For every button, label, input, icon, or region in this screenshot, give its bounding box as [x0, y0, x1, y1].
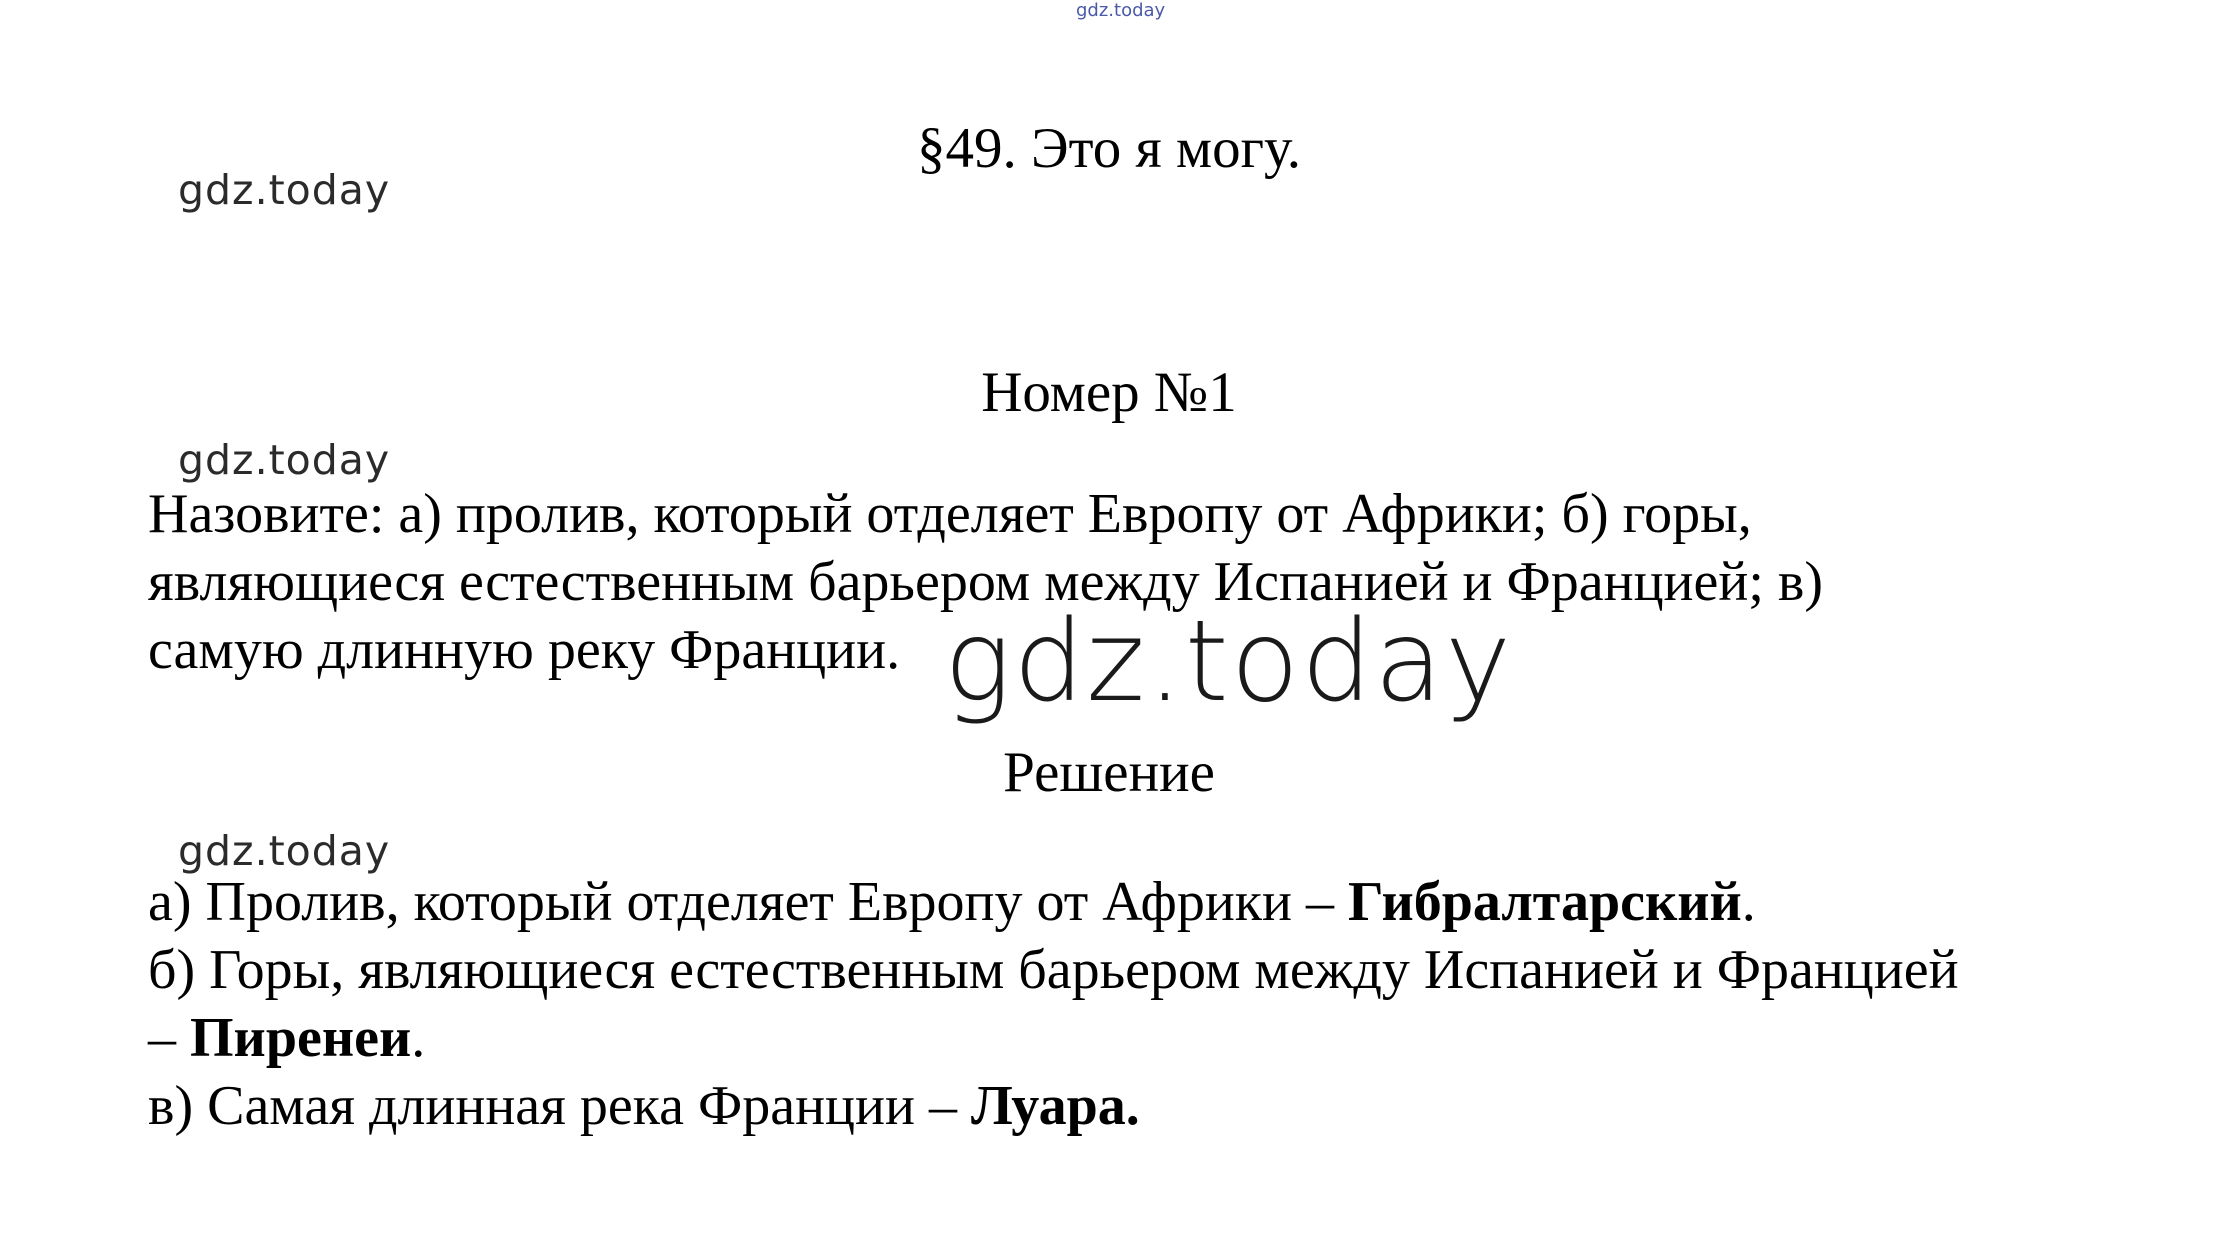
answer-a-bold: Гибралтарский [1347, 871, 1742, 933]
question-line: Назовите: а) пролив, который отделяет Европу от Африки; б) горы, [148, 483, 1752, 545]
question-line: являющиеся естественным барьером между Испанией и Францией; в) [148, 551, 1823, 613]
answer-b-end: . [411, 1007, 426, 1069]
answer-a [148, 868, 1959, 936]
page-heading: §49. Это я могу. [917, 117, 1301, 180]
solution-title: Решение [1003, 741, 1215, 804]
answer-c [148, 1072, 1959, 1140]
answer-a-text: а) Пролив, который отделяет Европу от Африки – [148, 871, 1348, 933]
answer-b-text: б) Горы, являющиеся естественным барьером между Испанией и Францией [148, 939, 1959, 1001]
answer-b [148, 936, 1959, 1004]
watermark-side: gdz.today [178, 827, 391, 875]
answer-b-continuation [148, 1004, 1959, 1072]
answer-a-end: . [1741, 871, 1756, 933]
watermark-center: gdz.today [944, 597, 1514, 727]
answers-block [148, 868, 1959, 1140]
watermark-side: gdz.today [178, 166, 391, 214]
answer-b-dash: – [148, 1007, 190, 1069]
answer-c-text: в) Самая длинная река Франции – [148, 1075, 971, 1137]
answer-b-bold: Пиренеи [190, 1007, 412, 1069]
watermark-top: gdz.today [1076, 0, 1166, 21]
task-title: Номер №1 [981, 361, 1237, 424]
question-line: самую длинную реку Франции. [148, 619, 901, 681]
answer-c-bold: Луара. [970, 1075, 1140, 1137]
watermark-side: gdz.today [178, 436, 391, 484]
